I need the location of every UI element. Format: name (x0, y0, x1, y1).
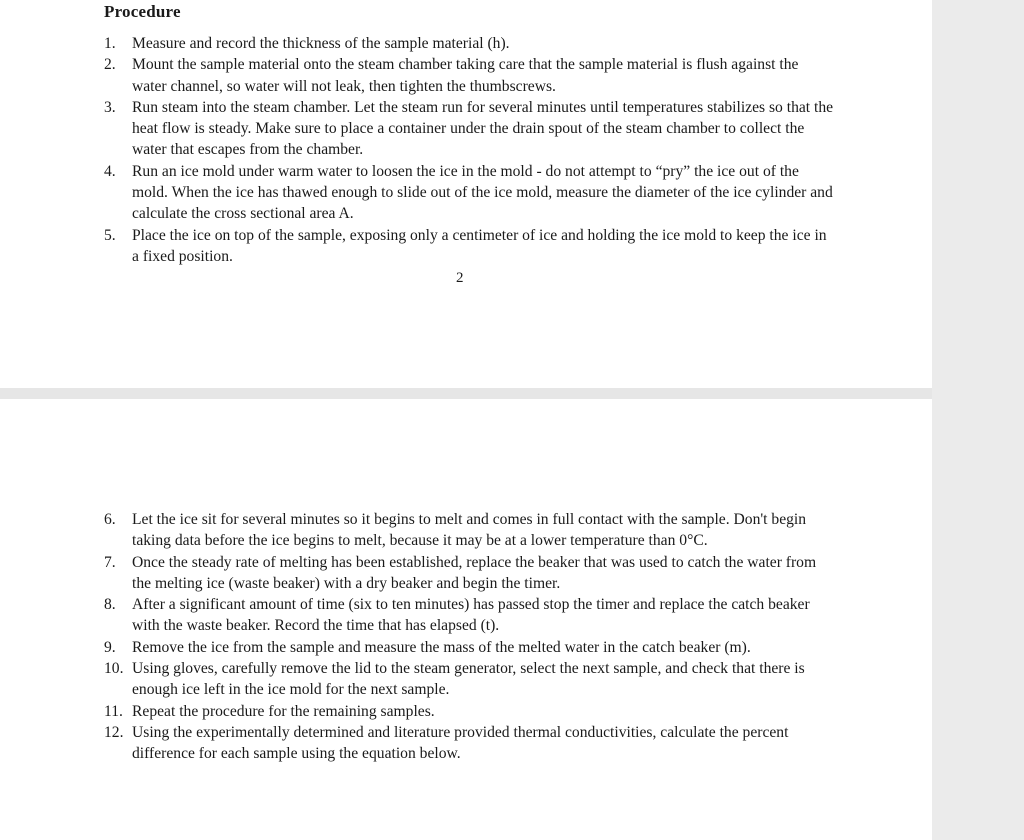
list-item (104, 722, 834, 765)
list-item (104, 225, 834, 268)
step-number: 8. (104, 596, 116, 614)
list-item (104, 658, 834, 701)
step-text: Repeat the procedure for the remaining samples. (132, 702, 435, 720)
list-item (104, 54, 834, 97)
step-text: Let the ice sit for several minutes so it begins to melt and comes in full contact with the sample. Don't begin taking data before the ice begins to melt, because it may be at a lower temperature than 0°C. (132, 511, 807, 550)
step-number: 9. (104, 638, 116, 656)
step-text: Remove the ice from the sample and measure the mass of the melted water in the catch beaker (m). (132, 638, 751, 656)
step-number: 5. (104, 226, 116, 244)
step-text: Mount the sample material onto the steam chamber taking care that the sample material is flush against the water channel, so water will not leak, then tighten the thumbscrews. (132, 56, 799, 95)
document-page-3 (0, 399, 932, 840)
document-page-2 (0, 0, 932, 388)
list-item (104, 97, 834, 161)
viewer-background (932, 0, 1024, 840)
step-number: 2. (104, 56, 116, 74)
step-number: 10. (104, 660, 124, 678)
step-text: After a significant amount of time (six to ten minutes) has passed stop the timer and replace the catch beaker with the waste beaker. Record the time that has elapsed (t). (132, 596, 810, 635)
procedure-list (104, 33, 834, 267)
list-item (104, 637, 834, 658)
list-item (104, 161, 834, 225)
step-number: 3. (104, 98, 116, 116)
list-item (104, 33, 834, 54)
procedure-list-continued (104, 509, 834, 765)
page-number: 2 (456, 270, 464, 286)
step-text: Place the ice on top of the sample, exposing only a centimeter of ice and holding the ice mold to keep the ice in a fixed position. (132, 226, 827, 265)
step-number: 6. (104, 511, 116, 528)
step-number: 7. (104, 553, 116, 571)
list-item (104, 701, 834, 722)
step-number: 12. (104, 723, 124, 741)
list-item (104, 552, 834, 595)
step-text: Once the steady rate of melting has been established, replace the beaker that was used to catch the water from the melting ice (waste beaker) with a dry beaker and begin the timer. (132, 553, 817, 592)
step-text: Run steam into the steam chamber. Let the steam run for several minutes until temperatures stabilizes so that the heat flow is steady. Make sure to place a container under the drain spout of the steam chamber to collect the water that escapes from the chamber. (132, 98, 834, 159)
step-number: 4. (104, 162, 116, 180)
step-text: Using the experimentally determined and literature provided thermal conductivities, calculate the percent difference for each sample using the equation below. (132, 723, 789, 763)
step-text: Using gloves, carefully remove the lid to the steam generator, select the next sample, and check that there is enough ice left in the ice mold for the next sample. (132, 660, 805, 699)
list-item (104, 594, 834, 637)
step-text: Measure and record the thickness of the sample material (h). (132, 35, 510, 52)
section-heading: Procedure (104, 2, 181, 21)
step-number: 11. (104, 702, 123, 720)
step-text: Run an ice mold under warm water to loosen the ice in the mold - do not attempt to “pry” the ice out of the mold. When the ice has thawed enough to slide out of the ice mold, measure the diameter of the ice cylinder and calculate the cross sectional area A. (132, 162, 833, 223)
step-number: 1. (104, 35, 116, 52)
list-item (104, 509, 834, 552)
